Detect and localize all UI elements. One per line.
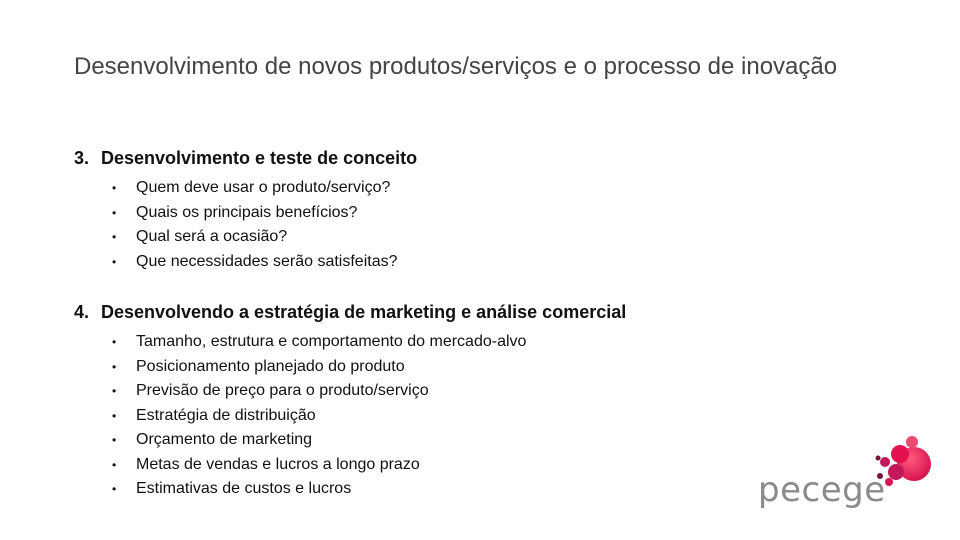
bullet-icon: • [112, 482, 117, 496]
list-item-text: Quais os principais benefícios? [136, 203, 358, 221]
list-item [74, 355, 626, 380]
slide-title: Desenvolvimento de novos produtos/serviços e o processo de inovação [74, 53, 838, 80]
list-item [74, 225, 417, 250]
list-item-text: Qual será a ocasião? [136, 228, 288, 245]
bullet-icon: • [112, 335, 117, 349]
section-heading [74, 300, 626, 324]
list-item [74, 477, 626, 502]
list-item-text: Que necessidades serão satisfeitas? [136, 252, 398, 270]
section-title: Desenvolvendo a estratégia de marketing e análise comercial [101, 302, 627, 322]
list-item [74, 250, 417, 275]
list-item-text: Estratégia de distribuição [136, 406, 316, 424]
list-item-text: Tamanho, estrutura e comportamento do mercado-alvo [136, 333, 527, 350]
section-title: Desenvolvimento e teste de conceito [101, 148, 418, 168]
bullet-icon: • [112, 254, 117, 269]
section-number: 4. [74, 302, 90, 322]
list-item [74, 404, 626, 429]
list-item [74, 428, 626, 453]
list-item-text: Estimativas de custos e lucros [136, 480, 352, 497]
section-heading [74, 146, 417, 170]
bullet-icon: • [112, 230, 117, 244]
bullet-icon: • [112, 408, 117, 423]
list-item-text: Previsão de preço para o produto/serviço [136, 382, 429, 399]
section-marketing-strategy [74, 300, 626, 502]
list-item [74, 330, 626, 355]
bullet-icon: • [112, 181, 117, 195]
list-item [74, 201, 417, 226]
list-item [74, 453, 626, 478]
list-item [74, 176, 417, 201]
bullet-list [74, 330, 626, 502]
bullet-list [74, 176, 417, 274]
list-item-text: Posicionamento planejado do produto [136, 357, 405, 375]
list-item-text: Metas de vendas e lucros a longo prazo [136, 455, 420, 473]
list-item-text: Orçamento de marketing [136, 431, 313, 448]
section-concept-development [74, 146, 417, 274]
bullet-icon: • [112, 433, 117, 447]
pecege-logo [752, 432, 942, 522]
list-item [74, 379, 626, 404]
bullet-icon: • [112, 205, 117, 220]
list-item-text: Quem deve usar o produto/serviço? [136, 179, 391, 196]
bullet-icon: • [112, 359, 117, 374]
bullet-icon: • [112, 457, 117, 472]
bullet-icon: • [112, 384, 117, 398]
section-number: 3. [74, 148, 90, 168]
logo-text: pecege [758, 470, 886, 510]
